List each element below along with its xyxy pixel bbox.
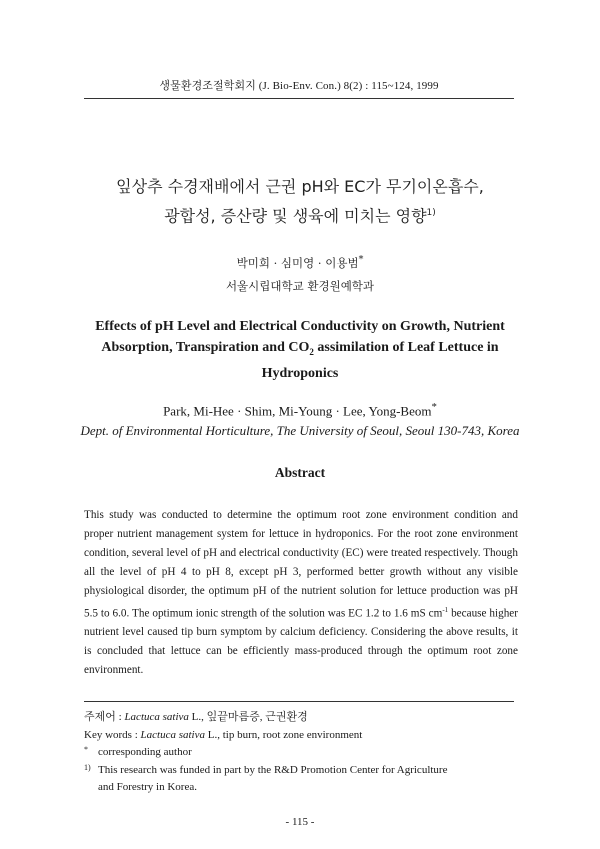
english-title-line-2b: assimilation of Leaf Lettuce in: [313, 340, 499, 355]
funding-note: [84, 762, 524, 780]
korean-authors: [100, 248, 500, 275]
korean-keywords-species: Lactuca sativa: [124, 711, 189, 723]
korean-keywords-rest: L., 잎끝마름증, 근권환경: [188, 711, 308, 723]
english-authors-mark: *: [431, 401, 437, 413]
english-authors-names: Park, Mi-Hee · Shim, Mi-Young · Lee, Yong-Beom: [163, 403, 432, 419]
korean-author-block: [100, 248, 500, 298]
funding-note-continued: [84, 779, 524, 797]
english-keywords-label: Key words :: [84, 728, 141, 741]
corresponding-text: corresponding author: [98, 746, 192, 758]
korean-keywords: [84, 709, 524, 727]
english-authors: [60, 401, 540, 419]
funding-line-2: and Forestry in Korea.: [98, 781, 197, 793]
english-title-line-3: Hydroponics: [261, 365, 339, 381]
korean-title: [60, 173, 540, 229]
english-title: [60, 316, 540, 384]
korean-affiliation: 서울시립대학교 환경원예학과: [225, 278, 375, 293]
abstract-body: [84, 506, 518, 680]
title-footnote-mark: 1): [426, 208, 436, 218]
footnote-rule: [84, 701, 514, 702]
abstract-heading: Abstract: [274, 465, 326, 480]
page-number: - 115 -: [285, 816, 315, 828]
co2-subscript: 2: [309, 346, 314, 357]
english-keywords-rest: L., tip burn, root zone environment: [205, 728, 363, 741]
corresponding-mark: *: [84, 745, 88, 754]
korean-authors-mark: *: [358, 254, 364, 265]
korean-title-line-2-text: 광합성, 증산량 및 생육에 미치는 영향: [164, 206, 427, 226]
funding-line-1: This research was funded in part by the R&D Promotion Center for Agriculture: [98, 763, 448, 776]
english-title-line-2: [60, 337, 540, 363]
english-title-line-1: Effects of pH Level and Electrical Conductivity on Growth, Nutrient: [95, 319, 505, 334]
korean-keywords-label: 주제어 :: [84, 711, 125, 723]
abstract-unit-superscript: -1: [442, 605, 449, 614]
abstract-text-a: This study was conducted to determine the optimum root zone environment condition and proper nutrient management system for lettuce in hydroponics. For the root zone environment condition, several level of pH and electrical conductivity (EC) were treated respectively. Though all the level of pH 4 to pH 8, except pH 3, performed better growth without any visible physiological disorder, the optimum pH of the nutrient solution for lettuce production was pH 5.5 to 6.0. The optimum ionic strength of the solution was EC 1.2 to 1.6 mS cm: [84, 509, 518, 620]
funding-mark: 1): [84, 762, 91, 772]
korean-authors-names: 박미희 · 심미영 · 이용범: [236, 255, 359, 270]
footnotes: [84, 709, 524, 797]
english-keywords: [84, 727, 524, 745]
running-head: 생물환경조절학회지 (J. Bio-Env. Con.) 8(2) : 115~124, 1999: [159, 80, 439, 92]
english-keywords-species: Lactuca sativa: [140, 728, 205, 741]
abstract-text-b: because higher nutrient level caused tip burn symptom by calcium deficiency. Considering the above results, it is concluded that lettuce can be efficiently mass-produced through the optimum root zone environment.: [84, 607, 518, 676]
english-affiliation: Dept. of Environmental Horticulture, The University of Seoul, Seoul 130-743, Korea: [80, 423, 520, 438]
header-rule: [84, 98, 514, 99]
english-title-line-2a: Absorption, Transpiration and CO: [101, 340, 310, 355]
corresponding-author-note: [84, 744, 524, 762]
korean-title-line-2: [60, 200, 540, 229]
korean-title-line-1: 잎상추 수경재배에서 근권 pH와 EC가 무기이온흡수,: [116, 177, 484, 196]
